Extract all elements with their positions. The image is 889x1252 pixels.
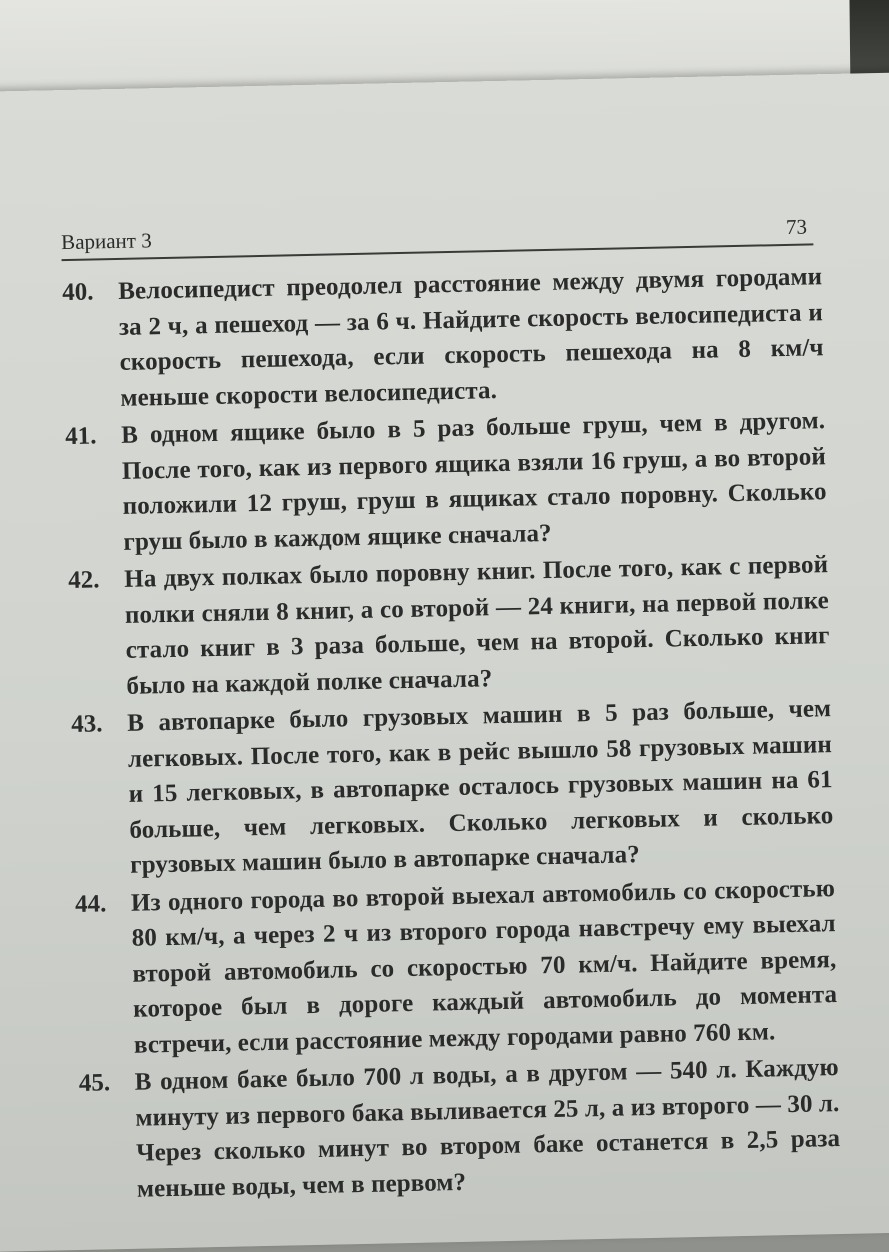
book-page — [0, 72, 889, 1251]
problem-40 — [62, 259, 825, 417]
page-content — [61, 214, 841, 1210]
problem-text: Велосипедист преодолел расстояние между двумя городами за 2 ч, а пешеход — за 6 ч. Найдите скорость велосипедиста и скорость пешехода, если скорость пешехода на 8 км/ч меньше скорости велосипедиста. — [117, 263, 824, 412]
problem-text: В автопарке было грузовых машин в 5 раз больше, чем легковых. После того, как в рейс вышло 58 грузовых машин и 15 легковых, в автопарке осталось грузовых машин на 61 больше, чем легковых. Сколько легковых и сколько грузовых машин было в автопарке сначала? — [126, 695, 834, 879]
problem-42 — [68, 547, 831, 705]
problem-number: 44. — [74, 889, 107, 918]
problem-number: 45. — [78, 1069, 111, 1097]
problem-number: 40. — [61, 278, 94, 307]
variant-title: Вариант 3 — [60, 228, 152, 255]
problem-number: 42. — [67, 566, 100, 595]
page-header — [61, 214, 813, 261]
problem-text: В одном ящике было в 5 раз больше груш, чем в другом. После того, как из первого ящика взяли 16 груш, а во второй положили 12 груш, груш в ящиках стало поровну. Сколько груш было в каждом ящике сначала? — [120, 407, 827, 556]
problem-list — [62, 259, 841, 1208]
problem-44 — [75, 871, 839, 1064]
problem-text: Из одного города во второй выехал автомобиль со скоростью 80 км/ч, а через 2 ч из второго города навстречу ему выехал второй автомобиль со скоростью 70 км/ч. Найдите время, которое был в дороге каждый автомобиль до момента встречи, если расстояние между городами равно 760 км. — [130, 874, 838, 1059]
problem-41 — [65, 403, 828, 561]
page-number: 73 — [785, 214, 808, 239]
problem-text: В одном баке было 700 л воды, а в другом — 540 л. Каждую минуту из первого бака выливается 25 л, а из второго — 30 л. Через сколько минут во втором баке останется в 2,5 раза меньше воды, чем в первом? — [134, 1054, 841, 1203]
problem-number: 41. — [64, 422, 97, 451]
problem-number: 43. — [70, 710, 103, 739]
problem-text: На двух полках было поровну книг. После того, как с первой полки сняли 8 книг, а со второй — 24 книги, на первой полке стало книг в 3 раза больше, чем на второй. Сколько книг было на каждой полке сначала? — [123, 551, 830, 700]
problem-43 — [71, 691, 835, 884]
problem-45 — [78, 1050, 841, 1208]
